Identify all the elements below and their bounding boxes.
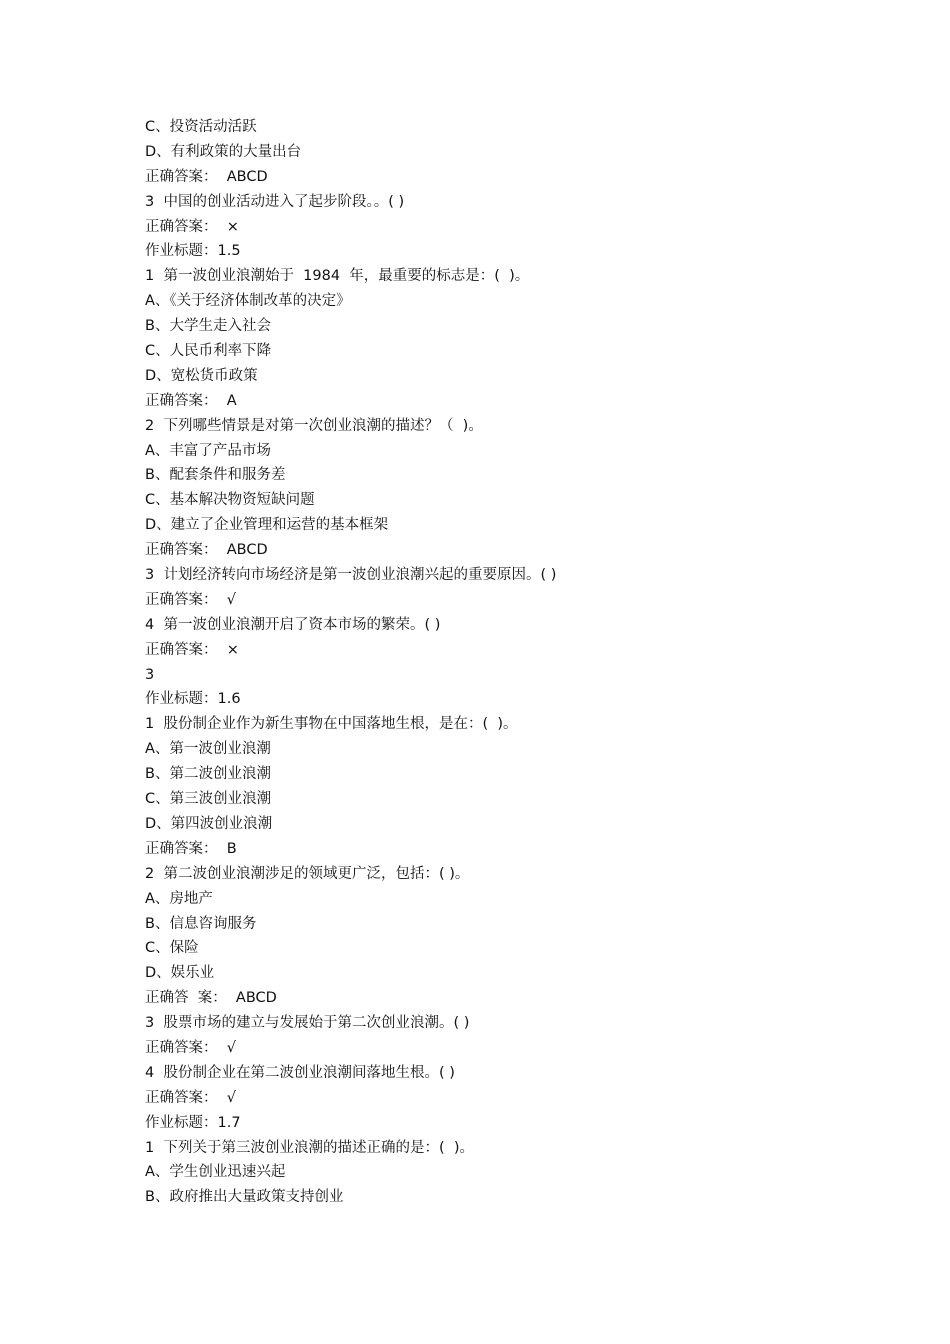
text-line: A、房地产 [145, 890, 213, 907]
text-line: 1 第一波创业浪潮始于 1984 年，最重要的标志是：( )。 [145, 268, 530, 285]
text-line: A、学生创业迅速兴起 [145, 1164, 286, 1181]
text-line: B、信息咨询服务 [145, 915, 257, 932]
text-line: 正确答案： √ [145, 1089, 236, 1106]
text-line: A、丰富了产品市场 [145, 442, 271, 459]
document-body [145, 115, 845, 1210]
text-line: C、投资活动活跃 [145, 119, 257, 135]
text-line: 正确答案： ABCD [145, 168, 268, 185]
text-line: 2 下列哪些情景是对第一次创业浪潮的描述？（ )。 [145, 417, 483, 434]
text-line: A、第一波创业浪潮 [145, 741, 271, 758]
text-line: C、第三波创业浪潮 [145, 791, 272, 808]
text-line: 正确答案： √ [145, 591, 236, 608]
text-line: 作业标题：1.6 [145, 691, 241, 708]
text-line: 3 [145, 666, 155, 683]
text-line: D、娱乐业 [145, 965, 215, 982]
text-line: 3 中国的创业活动进入了起步阶段。。( ) [145, 193, 405, 210]
text-line: D、有利政策的大量出台 [145, 143, 302, 160]
text-line: 正确答案： B [145, 840, 237, 857]
text-line: B、配套条件和服务差 [145, 467, 286, 484]
text-line: C、保险 [145, 940, 199, 957]
text-line: B、第二波创业浪潮 [145, 766, 271, 783]
text-line: 1 下列关于第三波创业浪潮的描述正确的是：( )。 [145, 1139, 474, 1156]
text-line: 1 股份制企业作为新生事物在中国落地生根，是在：( )。 [145, 716, 518, 733]
text-line: 4 第一波创业浪潮开启了资本市场的繁荣。( ) [145, 616, 441, 633]
text-line: 正确答案： × [145, 641, 239, 658]
text-line: 正确答 案： ABCD [145, 990, 277, 1007]
text-line: 4 股份制企业在第二波创业浪潮间落地生根。( ) [145, 1064, 455, 1081]
text-line: 正确答案： A [145, 392, 237, 409]
text-line: C、人民币利率下降 [145, 343, 272, 360]
text-line: D、第四波创业浪潮 [145, 815, 273, 832]
text-line: 3 股票市场的建立与发展始于第二次创业浪潮。( ) [145, 1015, 470, 1032]
text-line: D、宽松货币政策 [145, 367, 258, 384]
text-line: 作业标题：1.5 [145, 243, 241, 260]
text-line: D、建立了企业管理和运营的基本框架 [145, 517, 389, 534]
text-line: B、大学生走入社会 [145, 318, 271, 335]
text-line: 正确答案： ABCD [145, 542, 268, 559]
text-line: 2 第二波创业浪潮涉足的领域更广泛，包括：( )。 [145, 865, 470, 882]
text-line: 作业标题：1.7 [145, 1114, 241, 1131]
text-line: A、《关于经济体制改革的决定》 [145, 293, 351, 310]
text-line: 3 计划经济转向市场经济是第一波创业浪潮兴起的重要原因。( ) [145, 567, 557, 584]
text-line: C、基本解决物资短缺问题 [145, 492, 315, 509]
text-line: B、政府推出大量政策支持创业 [145, 1189, 344, 1206]
text-line: 正确答案： √ [145, 1039, 236, 1056]
text-line: 正确答案： × [145, 218, 239, 235]
